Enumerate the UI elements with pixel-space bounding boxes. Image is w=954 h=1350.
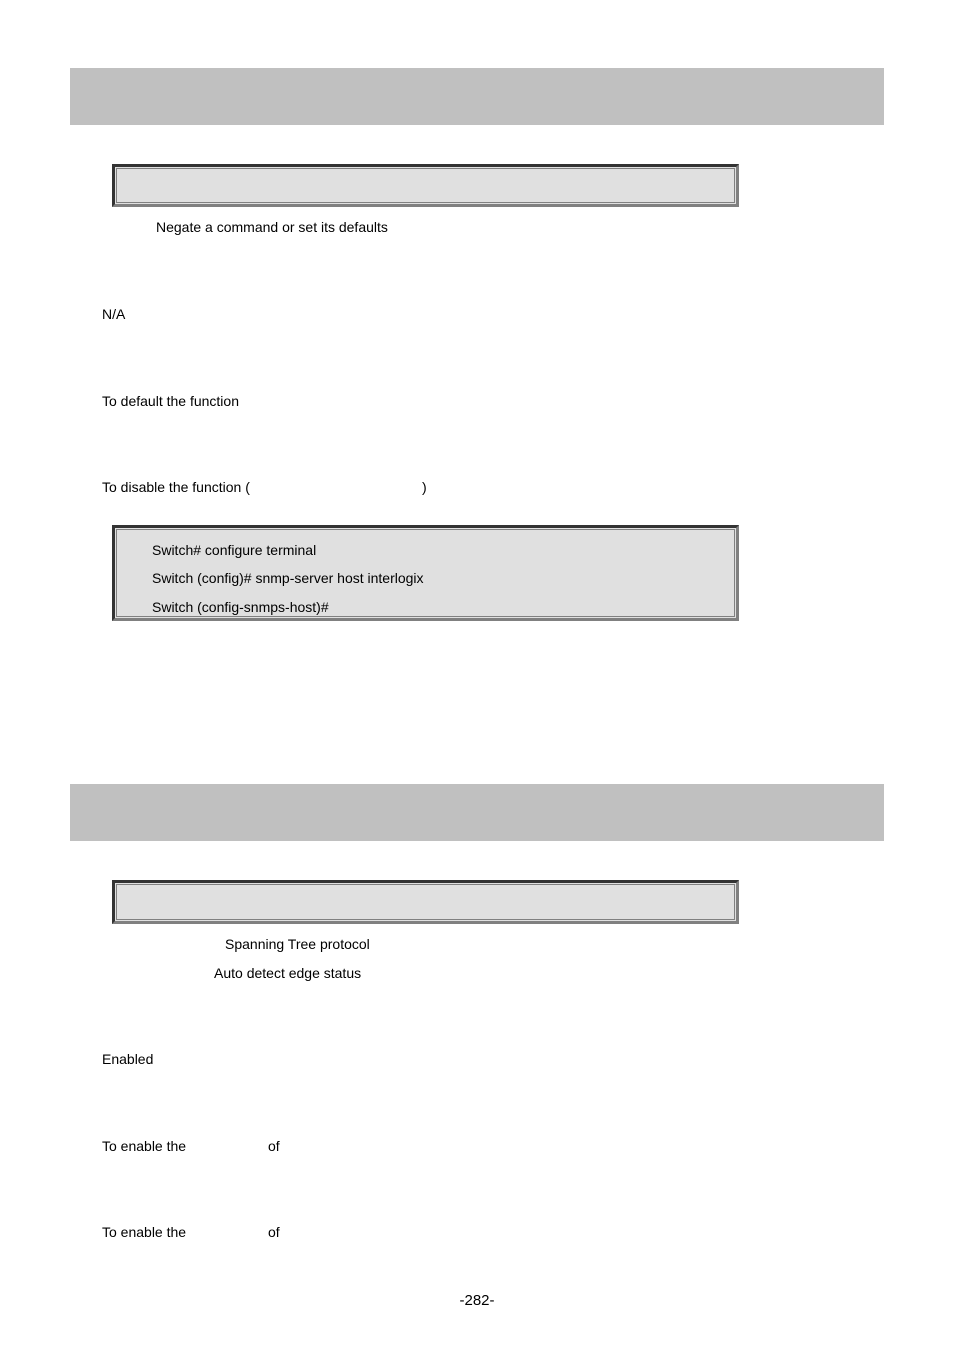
parameter-description: Negate a command or set its defaults [156,219,388,235]
code-line: Switch# configure terminal [152,542,317,558]
code-line: Switch (config)# snmp-server host interlogix [152,570,424,586]
syntax-box [112,164,739,207]
section-heading-bar [70,68,884,125]
example-intro: To disable the function ( [102,479,250,495]
usage-text: To enable the [102,1138,187,1154]
usage-text: To default the function [102,393,239,409]
usage-text: of [268,1138,280,1154]
parameter-description: Auto detect edge status [214,965,362,981]
example-intro-close: ) [422,479,427,495]
code-line: Switch (config-snmps-host)# [152,599,329,615]
parameter-description: Spanning Tree protocol [225,936,370,952]
syntax-box [112,880,739,924]
example-intro: of [268,1224,280,1240]
page-number: -282- [459,1292,495,1309]
default-value: Enabled [102,1051,154,1067]
default-value: N/A [102,306,126,322]
section-heading-bar [70,784,884,841]
example-intro: To enable the [102,1224,187,1240]
